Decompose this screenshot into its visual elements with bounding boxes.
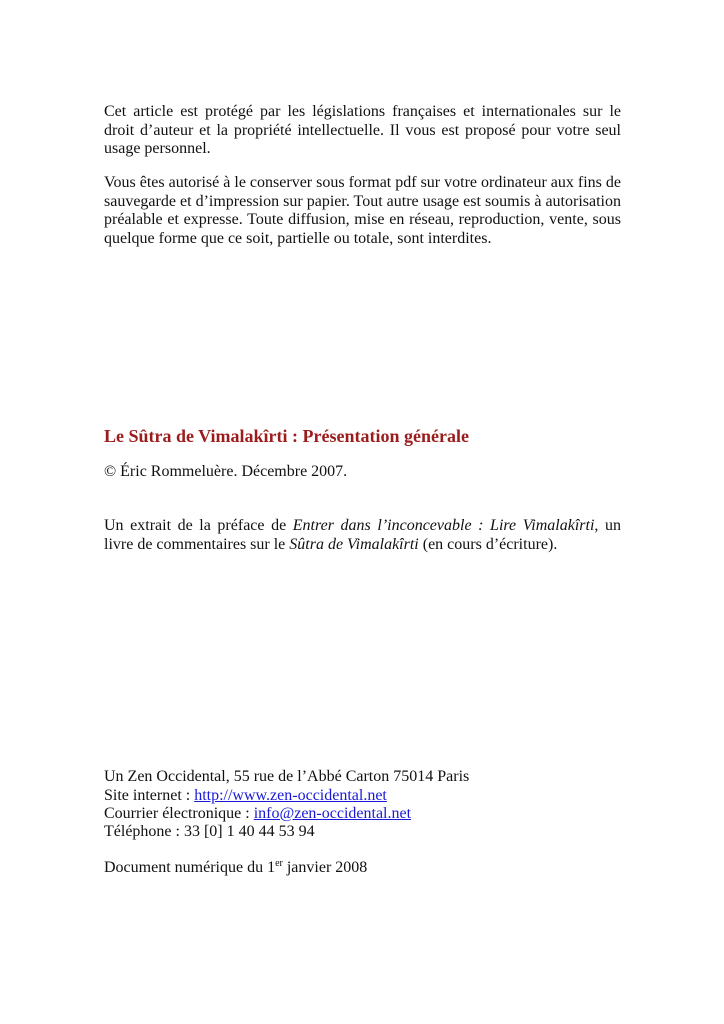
contact-email-line [104,805,411,824]
document-date-line [104,859,367,878]
date-suffix: janvier 2008 [282,859,368,876]
site-label: Site internet : [104,787,195,804]
intro-paragraph [104,517,621,554]
email-label: Courrier électronique : [104,805,254,822]
copyright-notice-paragraph: Cet article est protégé par les législations françaises et internationales sur le droit d’auteur et la propriété intellectuelle. Il vous est proposé pour votre seul usage personnel. [104,103,621,157]
intro-suffix: (en cours d’écriture). [418,535,558,553]
book-title: Entrer dans l’inconcevable : Lire Vimalakîrti [292,517,595,534]
usage-terms-paragraph: Vous êtes autorisé à le conserver sous format pdf sur votre ordinateur aux fins de sauvegarde et d’impression sur papier. Tout autre usage est soumis à autorisation préalable et expresse. Toute diffusion, mise en réseau, reproduction, vente, sous quelque forme que ce soit, partielle ou totale, sont interdites. [104,174,621,247]
site-link[interactable]: http://www.zen-occidental.net [194,787,387,804]
intro-middle: , un livre de commentaires sur le [104,517,622,553]
author-copyright-line: © Éric Rommeluère. Décembre 2007. [104,463,348,480]
contact-site-line [104,787,387,806]
intro-prefix: Un extrait de la préface de [104,517,293,534]
email-link[interactable]: info@zen-occidental.net [253,805,412,822]
date-prefix: Document numérique du 1 [104,859,276,876]
sutra-title: Sûtra de Vimalakîrti [289,535,419,553]
contact-address: Un Zen Occidental, 55 rue de l’Abbé Carton 75014 Paris [104,768,470,785]
date-superscript: er [275,858,283,869]
contact-phone: Téléphone : 33 [0] 1 40 44 53 94 [104,823,315,840]
article-title: Le Sûtra de Vimalakîrti : Présentation générale [104,426,469,446]
